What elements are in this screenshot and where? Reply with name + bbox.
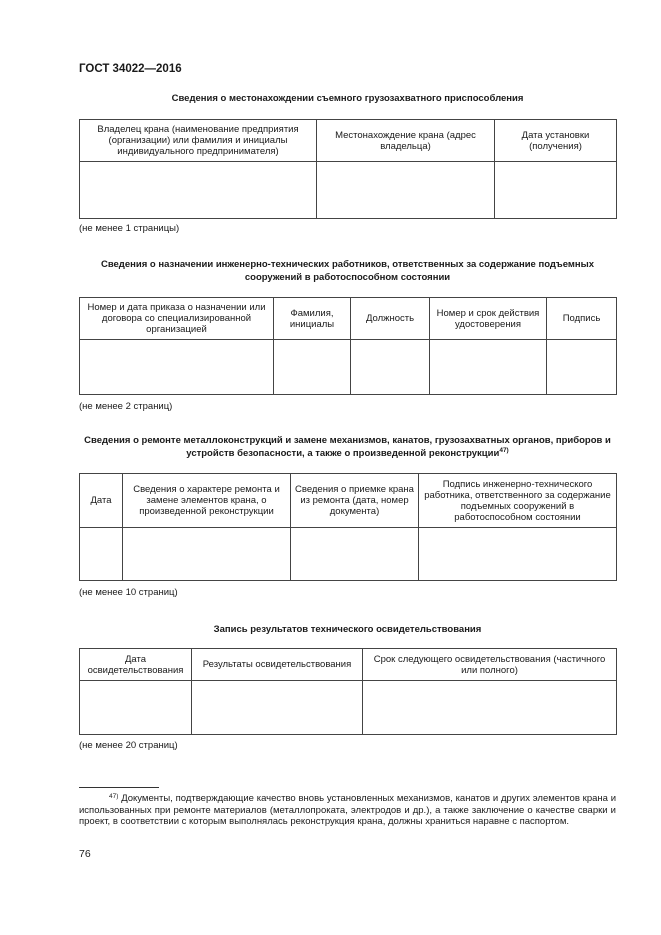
section4-note: (не менее 20 страниц) — [79, 740, 178, 751]
table-row — [80, 528, 617, 581]
repair-table — [79, 473, 617, 581]
section3-title — [79, 434, 616, 460]
location-table — [79, 119, 617, 219]
inspection-table — [79, 648, 617, 735]
footnote-text: Документы, подтверждающие качество вновь установленных механизмов, канатов и других элементов крана и использованных при ремонте материалов (металлопроката, электродов и др.), а также заключение о качестве сварки и проект, в соответствии с которым выполнялась реконструкция крана, должны храниться наравне с паспортом. — [79, 793, 617, 827]
footnote — [79, 793, 616, 828]
column-header-engineer-signature: Подпись инженерно-технического работника, ответственного за содержание подъемных сооружений в работоспособном состоянии — [419, 474, 617, 528]
column-header-location: Местонахождение крана (адрес владельца) — [317, 120, 495, 162]
footnote-ref: 47) — [499, 447, 509, 454]
column-header-repair-details: Сведения о характере ремонта и замене элементов крана, о произведенной реконструкции — [123, 474, 291, 528]
column-header-position: Должность — [351, 298, 430, 340]
footnote-divider — [79, 787, 159, 788]
section1-note: (не менее 1 страницы) — [79, 223, 180, 234]
table-row — [80, 340, 617, 395]
column-header-owner: Владелец крана (наименование предприятия (организации) или фамилия и инициалы индивидуального предпринимателя) — [80, 120, 317, 162]
section2-title: Сведения о назначении инженерно-технических работников, ответственных за содержание подъемных сооружений в работоспособном состоянии — [100, 259, 595, 283]
column-header-order: Номер и дата приказа о назначении или договора со специализированной организацией — [80, 298, 274, 340]
section2-note: (не менее 2 страниц) — [79, 401, 173, 412]
column-header-inspection-date: Дата освидетельствования — [80, 649, 192, 681]
column-header-next-inspection: Срок следующего освидетельствования (частичного или полного) — [363, 649, 617, 681]
column-header-date: Дата — [80, 474, 123, 528]
table-row — [80, 681, 617, 735]
document-header: ГОСТ 34022—2016 — [79, 63, 182, 75]
column-header-certificate: Номер и срок действия удостоверения — [430, 298, 547, 340]
column-header-results: Результаты освидетельствования — [192, 649, 363, 681]
column-header-install-date: Дата установки (получения) — [495, 120, 617, 162]
personnel-table — [79, 297, 617, 395]
footnote-number: 47) — [109, 793, 119, 800]
section3-title-text: Сведения о ремонте металлоконструкций и замене механизмов, канатов, грузозахватных органов, приборов и устройств безопасности, а также о произведенной реконструкции — [84, 435, 611, 459]
section3-note: (не менее 10 страниц) — [79, 587, 178, 598]
column-header-signature: Подпись — [547, 298, 617, 340]
page-number: 76 — [79, 848, 91, 860]
section1-title: Сведения о местонахождении съемного грузозахватного приспособления — [171, 93, 524, 104]
table-row — [80, 162, 617, 219]
column-header-acceptance: Сведения о приемке крана из ремонта (дата, номер документа) — [291, 474, 419, 528]
column-header-name: Фамилия, инициалы — [274, 298, 351, 340]
section4-title: Запись результатов технического освидетельствования — [213, 624, 482, 635]
